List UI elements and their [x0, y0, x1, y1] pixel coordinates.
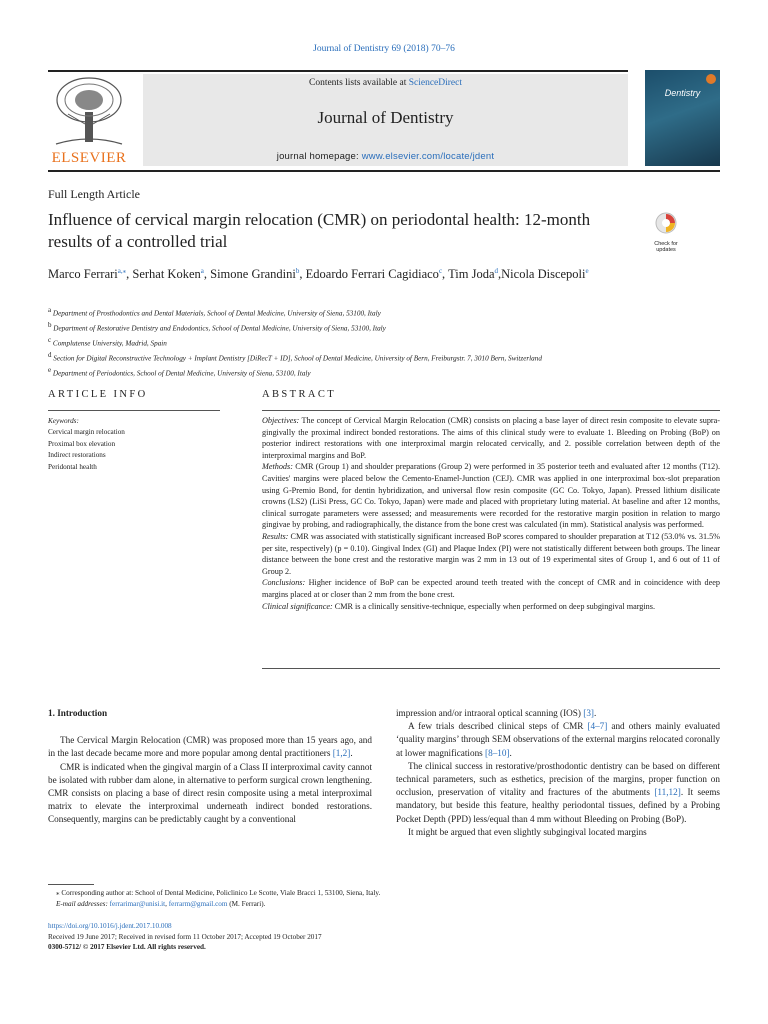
header-rule-bottom [48, 170, 720, 172]
affiliation-key: d [48, 350, 52, 359]
abstract-section [262, 461, 720, 531]
abstract-heading: ABSTRACT [262, 389, 337, 400]
header-rule-top [48, 70, 628, 72]
keyword-item: Peridontal health [48, 462, 97, 471]
paragraph-text: A few trials described clinical steps of CMR [408, 721, 588, 732]
abstract-rule-bottom [262, 668, 720, 669]
article-type: Full Length Article [48, 187, 140, 201]
author-name[interactable]: Marco Ferrari [48, 267, 118, 282]
paragraph-text: The clinical success in restorative/prosthodontic dentistry can be based on different technical parameters, such as esthetics, precision of the margins, proper function on occlusion, preservation of vitality and fractures of the abutments [396, 760, 720, 798]
check-for-updates-label: Check for updates [654, 241, 678, 253]
author-name[interactable]: Serhat Koken [132, 267, 201, 282]
footnotes [56, 888, 696, 910]
check-for-updates-button[interactable] [646, 212, 686, 253]
affiliation-item [48, 365, 688, 380]
abstract-section [262, 415, 720, 461]
citation-link[interactable]: [8–10] [485, 747, 510, 758]
author-separator: , [442, 267, 449, 282]
publisher-name: ELSEVIER [51, 150, 127, 166]
author-name[interactable]: Edoardo Ferrari Cagidiaco [305, 267, 439, 282]
body-paragraph [396, 760, 720, 826]
paragraph-text: . [509, 747, 512, 758]
article-title: Influence of cervical margin relocation (CMR) on periodontal health: 12-month results of a controlled trial [48, 210, 591, 251]
citation-link[interactable]: [3] [583, 708, 594, 718]
email-label: E-mail addresses: [56, 900, 108, 909]
body-paragraph [396, 707, 720, 720]
footnote-rule [48, 884, 94, 885]
affiliation-marker[interactable]: a,⁎ [117, 267, 127, 275]
affiliation-marker[interactable]: c [438, 267, 443, 275]
email-note [56, 899, 696, 910]
email-separator: , [165, 900, 169, 909]
section-heading: 1. Introduction [48, 708, 108, 718]
email-link[interactable]: ferrarm@gmail.com [168, 900, 228, 909]
author-separator: , [203, 267, 211, 282]
keyword-item: Indirect restorations [48, 451, 106, 460]
journal-cover-image [645, 70, 720, 166]
paragraph-text: . [594, 708, 597, 718]
abstract-section-text: Higher incidence of BoP can be expected around teeth treated with the concept of CMR and in coincidence with deep margins placed at or closer than 2 mm from the bone crest. [262, 578, 720, 599]
abstract-section-label: Results: [262, 531, 289, 541]
paragraph-text: impression and/or intraoral optical scanning (IOS) [396, 708, 584, 718]
corresponding-author-note [56, 888, 696, 899]
citation-link[interactable]: [1,2] [332, 748, 351, 759]
affiliation-marker[interactable]: d [494, 267, 499, 275]
body-column-left [48, 707, 372, 827]
author-separator: , [299, 267, 306, 282]
affiliation-key: b [48, 320, 52, 329]
journal-reference-link[interactable]: Journal of Dentistry 69 (2018) 70–76 [313, 44, 455, 54]
keyword-item: Cervical margin relocation [48, 428, 125, 437]
body-paragraph [396, 720, 720, 760]
affiliation-text: Department of Restorative Dentistry and Endodontics, School of Dental Medicine, University of Siena, 53100, Italy [51, 324, 386, 333]
corresponding-mark: ⁎ [56, 889, 60, 897]
affiliation-key: c [48, 335, 52, 344]
abstract-section-text: CMR was associated with statistically significant increased BoP scores compared to shoulder preparation at T12 (53.0% vs. 31.5% per site, respectively) (p = 0.10). Gingival Index (GI) and Plaque Index (PI) were not statistically different between both groups. The linear distance between the bone crest and the restorative margin was 2 mm in 13 out of 19 experimental sites of Group 1, and 6 out of 11 of Group 2. [262, 531, 720, 576]
body-paragraph [48, 734, 372, 760]
affiliation-item [48, 335, 688, 350]
author-separator: , [498, 267, 502, 282]
affiliation-marker[interactable]: b [295, 267, 300, 275]
contents-prefix: Contents lists available at [308, 78, 409, 88]
author-name[interactable]: Tim Joda [448, 267, 495, 282]
abstract-text [262, 415, 720, 612]
abstract-section-text: CMR (Group 1) and shoulder preparations (Group 2) were performed in 35 posterior teeth and evaluated after 12 months (T12). Cavities' margins were placed below the Cemento-Enamel-Junction (CEJ). CMR was applied in one interproximal box-slot preparation using G-Premio Bond, for dentin hybridization, and universal flow resin composite (GC Co. Tokyo, Japan). Pressed lithium disilicate crowns (LS2) (LiSi Press, GC Co. Tokyo, Japan) were made and placed with proprietary luting material. At baseline and after 12 months, clinical surrogate parameters were assessed; and measurements were recorded for the restorative margin position in relation to margo gingivae by probing, and radiographically, the distance from the bone crest was calculated (in mm). Statistical analysis was performed. [262, 462, 720, 530]
body-paragraph [396, 826, 720, 839]
body-column-right [396, 707, 720, 839]
abstract-section-label: Conclusions: [262, 578, 306, 588]
doi-link[interactable]: https://doi.org/10.1016/j.jdent.2017.10.008 [48, 922, 172, 930]
abstract-rule [262, 410, 720, 411]
paragraph-text: . [350, 748, 353, 759]
homepage-line [143, 151, 628, 162]
affiliation-text: Department of Prosthodontics and Dental Materials, School of Dental Medicine, University of Siena, 53100, Italy [51, 309, 381, 318]
article-info-heading: ARTICLE INFO [48, 389, 148, 400]
affiliation-item [48, 305, 688, 320]
received-dates: Received 19 June 2017; Received in revised form 11 October 2017; Accepted 19 October 2017 [48, 932, 322, 941]
sciencedirect-link[interactable]: ScienceDirect [408, 78, 462, 88]
keywords-block [48, 416, 220, 473]
left-paragraphs [48, 734, 372, 826]
author-separator: , [126, 267, 133, 282]
paragraph-text: and others mainly evaluated ‘quality margins’ through SEM observations of the external margins relocated coronally at lower magnifications [396, 721, 720, 758]
paragraph-text: . It seems mandatory, but beside this feature, healthy periodontal tissues, defined by a Probing Pocket Depth (PPD) less/equal than 4 mm without Bleeding on Probing (BoP). [396, 787, 720, 824]
article-info-rule [48, 410, 220, 411]
citation-link[interactable]: [4–7] [587, 721, 608, 732]
abstract-section-text: The concept of Cervical Margin Relocation (CMR) consists on placing a base layer of direct resin composite to elevate supra-gingivally the proximal indirect bonded restorations. The aims of this clinical study were to evaluate 1. Bleeding on Probing (BoP) on posterior indirect restorations with one interproximal margin relocated cervically, and 2. possible correlation between depth of the interproximal margins and BoP. [262, 416, 720, 460]
affiliation-key: e [48, 365, 52, 374]
paragraph-text: CMR is indicated when the gingival margin of a Class II interproximal cavity cannot be isolated with rubber dam alone, in alternative to perform surgical crown lengthening. CMR consists on placing a base of direct resin composite using a metal interproximal matrix to elevate the interproximal underneath indirect bonded restorations. Consequently, margins can be predictably caught by a conventional [48, 761, 372, 825]
affiliation-text: Department of Periodontics, School of Dental Medicine, University of Siena, 53100, Italy [51, 368, 311, 377]
affiliation-text: Section for Digital Reconstructive Technology + Implant Dentistry [DiRecT + ID], School of Dental Medicine, University of Bern, Freiburgstr. 7, 3010 Bern, Switzerland [51, 354, 542, 363]
body-paragraph [48, 761, 372, 827]
homepage-link[interactable]: www.elsevier.com/locate/jdent [361, 151, 495, 162]
contents-line [143, 78, 628, 88]
author-name[interactable]: Simone Grandini [210, 267, 296, 282]
abstract-section [262, 601, 720, 613]
email-suffix: (M. Ferrari). [227, 900, 266, 909]
affiliation-item [48, 350, 688, 365]
abstract-section [262, 577, 720, 600]
citation-link[interactable]: [11,12] [654, 787, 681, 798]
journal-title: Journal of Dentistry [317, 108, 454, 127]
affiliation-item [48, 320, 688, 335]
affiliation-key: a [48, 306, 52, 314]
abstract-section-text: CMR is a clinically sensitive-technique, especially when performed on deep subgingival margins. [332, 601, 655, 611]
keyword-item: Proximal box elevation [48, 439, 116, 448]
copyright-line: 0300-5712/ © 2017 Elsevier Ltd. All rights reserved. [48, 943, 206, 951]
affiliation-list [48, 305, 688, 379]
abstract-section [262, 531, 720, 577]
abstract-section-label: Methods: [262, 462, 293, 472]
affiliation-marker[interactable]: e [585, 267, 589, 275]
corresponding-text: Corresponding author at: School of Dental Medicine, Policlinico Le Scotte, Viale Bracci 1, 53100, Siena, Italy. [61, 889, 381, 897]
email-link[interactable]: ferrarimar@unisi.it [109, 900, 166, 909]
paragraph-text: The Cervical Margin Relocation (CMR) was proposed more than 15 years ago, and in the last decade became more and more popular among dental practitioners [48, 735, 372, 759]
keywords-label: Keywords: [48, 417, 79, 425]
abstract-section-label: Clinical significance: [262, 601, 333, 611]
abstract-section-label: Objectives: [262, 416, 300, 425]
author-name[interactable]: Nicola Discepoli [501, 267, 586, 282]
affiliation-text: Complutense University, Madrid, Spain [51, 339, 167, 348]
author-list [48, 262, 648, 283]
homepage-prefix: journal homepage: [276, 151, 362, 162]
paragraph-text: It might be argued that even slightly subgingival located margins [408, 826, 647, 837]
cover-title: Dentistry [664, 88, 701, 98]
affiliation-marker[interactable]: a [200, 267, 204, 275]
article-footer [48, 921, 688, 953]
cover-badge-icon [706, 74, 716, 84]
